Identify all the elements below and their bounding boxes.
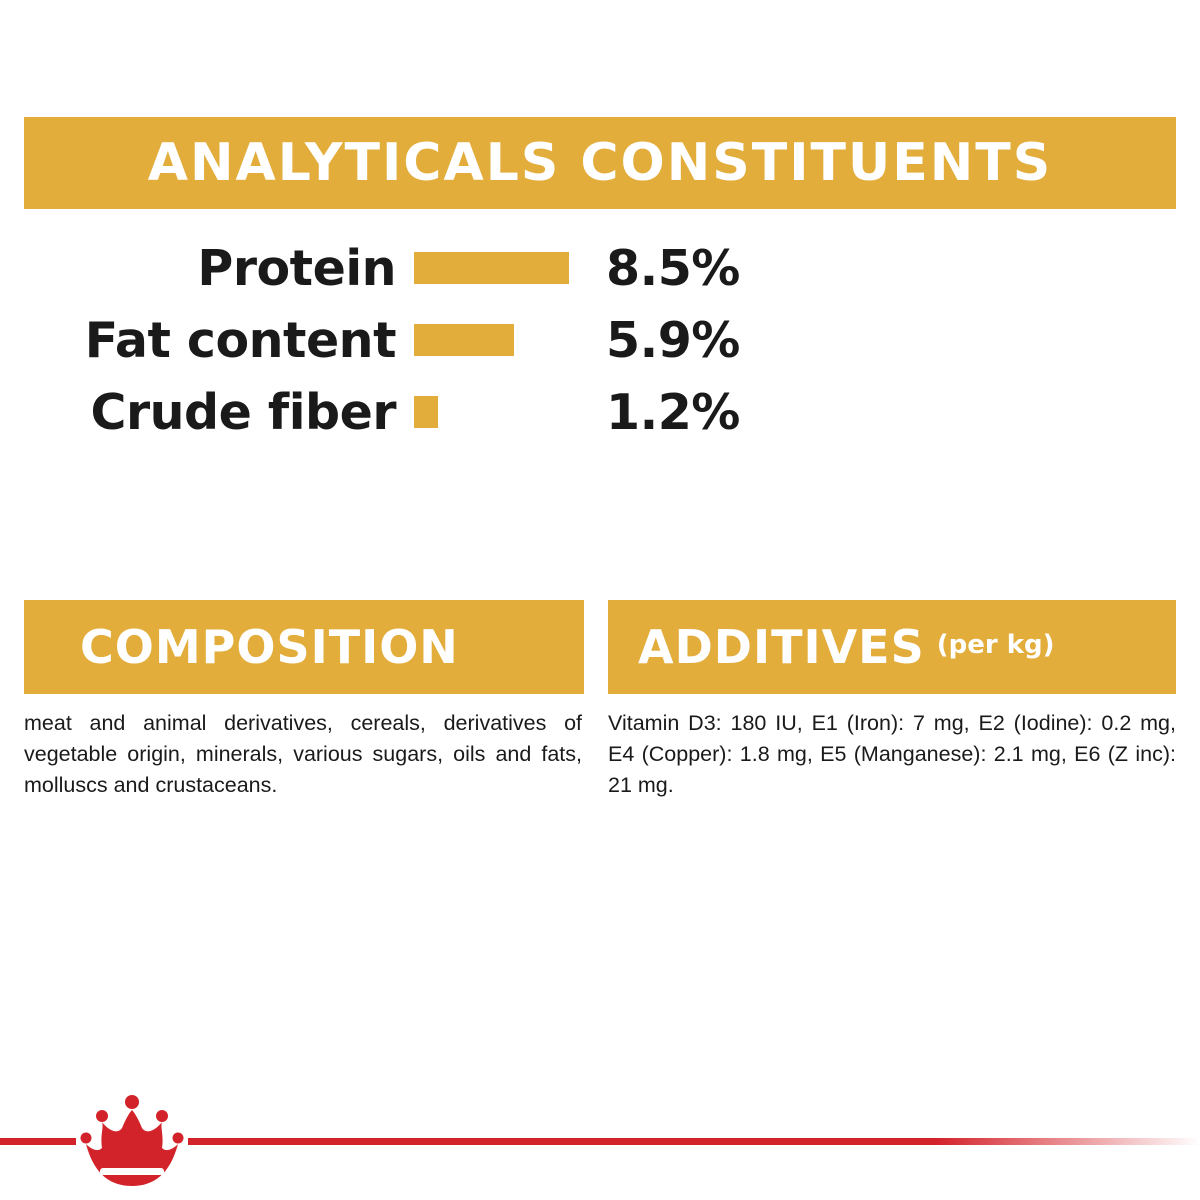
analyticals-title: ANALYTICALS CONSTITUENTS [147, 133, 1053, 193]
composition-panel [24, 600, 584, 802]
composition-header [24, 600, 584, 694]
analyticals-chart [24, 232, 1024, 448]
constituent-value: 1.2% [606, 383, 740, 441]
constituent-label: Protein [197, 239, 396, 297]
constituent-row [24, 376, 1024, 448]
constituent-bar [414, 324, 514, 356]
additives-subtitle: (per kg) [936, 630, 1055, 660]
constituent-bar [414, 252, 569, 284]
royal-canin-crown-icon [76, 1088, 188, 1192]
additives-header [608, 600, 1176, 694]
crown-logo-container [76, 1088, 188, 1192]
constituent-bar-track [414, 396, 592, 428]
constituent-row [24, 304, 1024, 376]
composition-text: meat and animal derivatives, cereals, derivatives of vegetable origin, minerals, various sugars, oils and fats, molluscs and crustaceans. [24, 711, 582, 798]
analyticals-header-band [24, 117, 1176, 209]
constituent-label: Fat content [84, 311, 396, 369]
constituent-row [24, 232, 1024, 304]
composition-title: COMPOSITION [80, 620, 459, 674]
constituent-bar [414, 396, 438, 428]
constituent-bar-track [414, 252, 592, 284]
constituent-value: 8.5% [606, 239, 740, 297]
constituent-bar-track [414, 324, 592, 356]
additives-text: Vitamin D3: 180 IU, E1 (Iron): 7 mg, E2 (Iodine): 0.2 mg, E4 (Copper): 1.8 mg, E5 (Manganese): 2.1 mg, E6 (Z inc): 21 mg. [608, 711, 1176, 798]
additives-panel [608, 600, 1176, 802]
constituent-label: Crude fiber [90, 383, 396, 441]
footer [0, 1080, 1200, 1200]
constituent-value: 5.9% [606, 311, 740, 369]
additives-title: ADDITIVES [638, 620, 925, 674]
